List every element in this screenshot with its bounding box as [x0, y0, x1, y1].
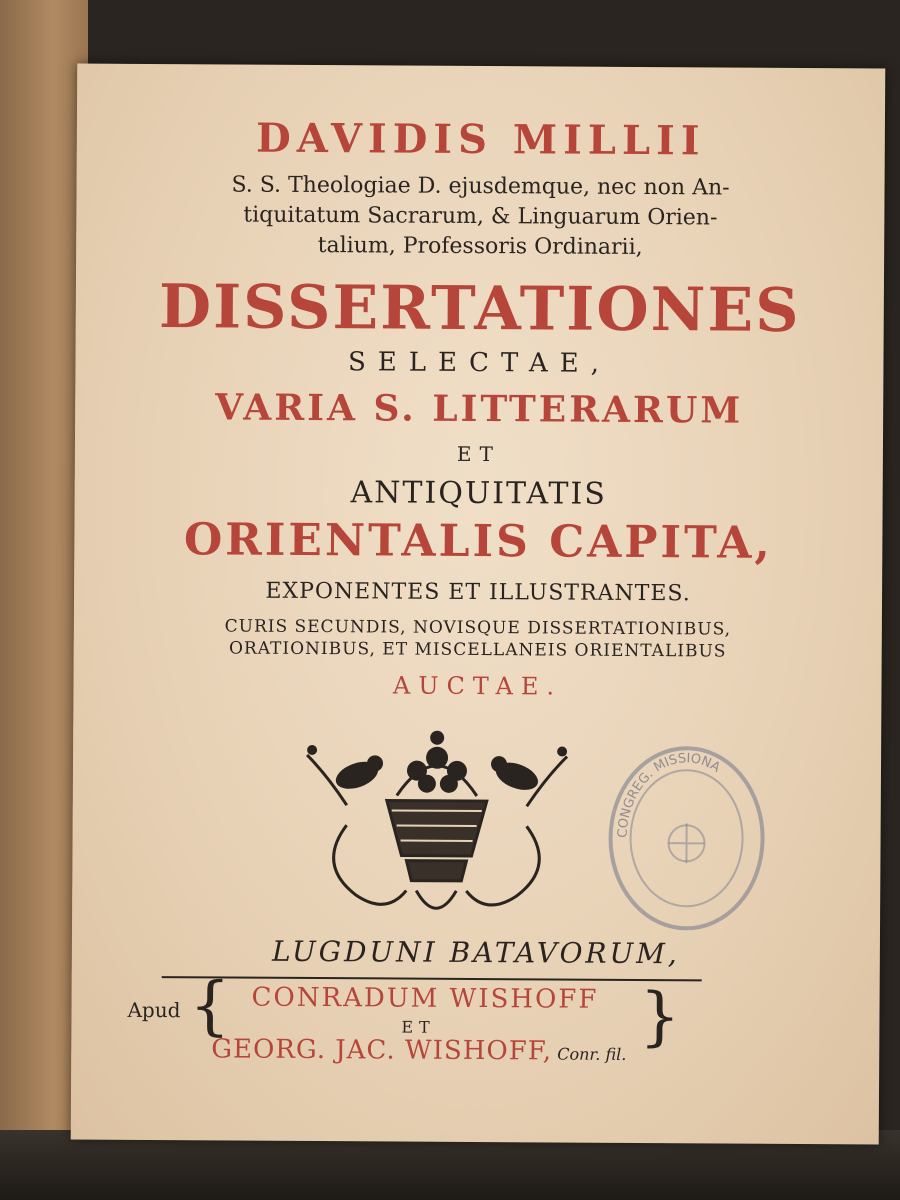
subtitle-line-1: S. S. Theologiae D. ejusdemque, nec non An-: [231, 172, 730, 201]
divider-rule: [162, 976, 702, 981]
subtitle-line-3: talium, Professoris Ordinarii,: [317, 233, 643, 260]
left-brace-icon: {: [189, 969, 231, 1044]
title-page: [71, 64, 886, 1145]
auctae-line: AUCTAE.: [392, 671, 563, 701]
printer-et: ET: [401, 1017, 436, 1037]
place-of-publication: LUGDUNI BATAVORUM,: [271, 934, 680, 971]
printer-name-2: GEORG. JAC. WISHOFF,: [211, 1034, 553, 1067]
library-stamp-icon: [606, 743, 767, 934]
printer-suffix: Conr. fil.: [557, 1044, 627, 1064]
curis-line-2: ORATIONIBUS, ET MISCELLANEIS ORIENTALIBUS: [228, 638, 727, 662]
antiquitatis-line: ANTIQUITATIS: [350, 475, 607, 512]
apud-label: Apud: [127, 997, 181, 1023]
orientalis-line: ORIENTALIS CAPITA,: [183, 514, 774, 569]
subtitle-line-2: tiquitatum Sacrarum, & Linguarum Orien-: [243, 202, 718, 231]
author-name: DAVIDIS MILLII: [255, 114, 706, 165]
right-brace-icon: }: [639, 979, 681, 1055]
printer-name-1: CONRADUM WISHOFF: [251, 982, 599, 1015]
varia-line: VARIA S. LITTERARUM: [215, 386, 744, 432]
bird-basket-ornament-icon: [286, 715, 587, 929]
et-line: ET: [456, 441, 501, 467]
main-title: DISSERTATIONES: [158, 272, 801, 346]
stamp-text: CONGREG. MISSIONA: [615, 751, 723, 839]
curis-line-1: CURIS SECUNDIS, NOVISQUE DISSERTATIONIBUS,: [224, 616, 732, 640]
selectae-line: SELECTAE,: [347, 347, 611, 379]
exponentes-line: EXPONENTES ET ILLUSTRANTES.: [265, 578, 691, 607]
